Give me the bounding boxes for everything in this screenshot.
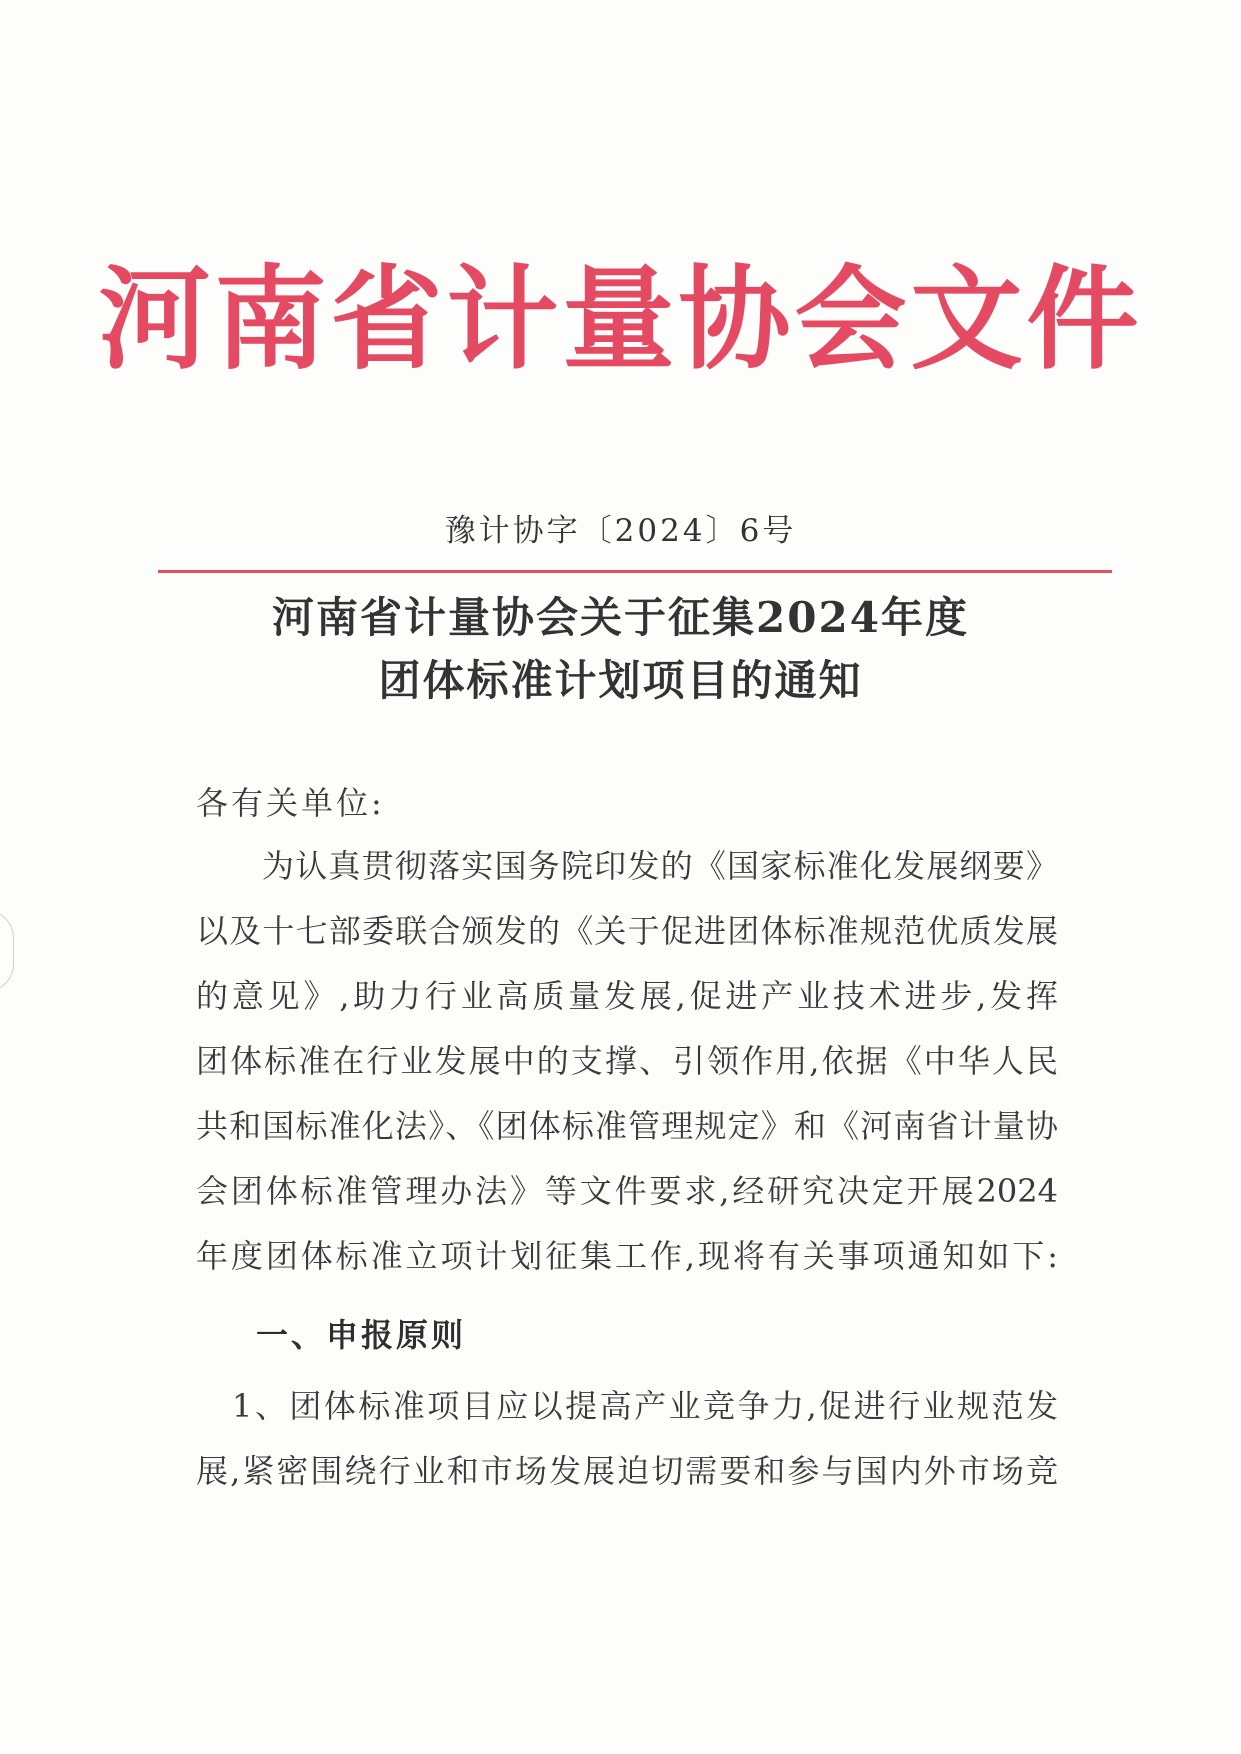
paragraph-line: 展,紧密围绕行业和市场发展迫切需要和参与国内外市场竞 [196, 1452, 1058, 1490]
paragraph-line: 年度团体标准立项计划征集工作,现将有关事项通知如下: [196, 1237, 1058, 1275]
salutation: 各有关单位: [196, 784, 385, 822]
paragraph-line: 的意见》,助力行业高质量发展,促进产业技术进步,发挥 [196, 977, 1058, 1015]
notice-title-line-2: 团体标准计划项目的通知 [378, 656, 863, 705]
notice-title-line-1: 河南省计量协会关于征集2024年度 [272, 593, 969, 642]
masthead-title: 河南省计量协会文件 [98, 255, 1143, 385]
red-divider-line [158, 570, 1112, 573]
paragraph-line: 共和国标准化法》、《团体标准管理规定》和《河南省计量协 [196, 1107, 1058, 1145]
paragraph-line: 会团体标准管理办法》等文件要求,经研究决定开展2024 [196, 1172, 1058, 1210]
binding-hole-mark [0, 910, 14, 992]
section-heading: 一、申报原则 [256, 1316, 467, 1354]
paragraph-line: 以及十七部委联合颁发的《关于促进团体标准规范优质发展 [196, 912, 1058, 950]
document-number: 豫计协字〔2024〕6号 [444, 513, 797, 549]
paragraph-line: 1、团体标准项目应以提高产业竞争力,促进行业规范发 [232, 1387, 1058, 1425]
paragraph-line: 团体标准在行业发展中的支撑、引领作用,依据《中华人民 [196, 1042, 1058, 1080]
paragraph-line: 为认真贯彻落实国务院印发的《国家标准化发展纲要》 [262, 847, 1058, 885]
